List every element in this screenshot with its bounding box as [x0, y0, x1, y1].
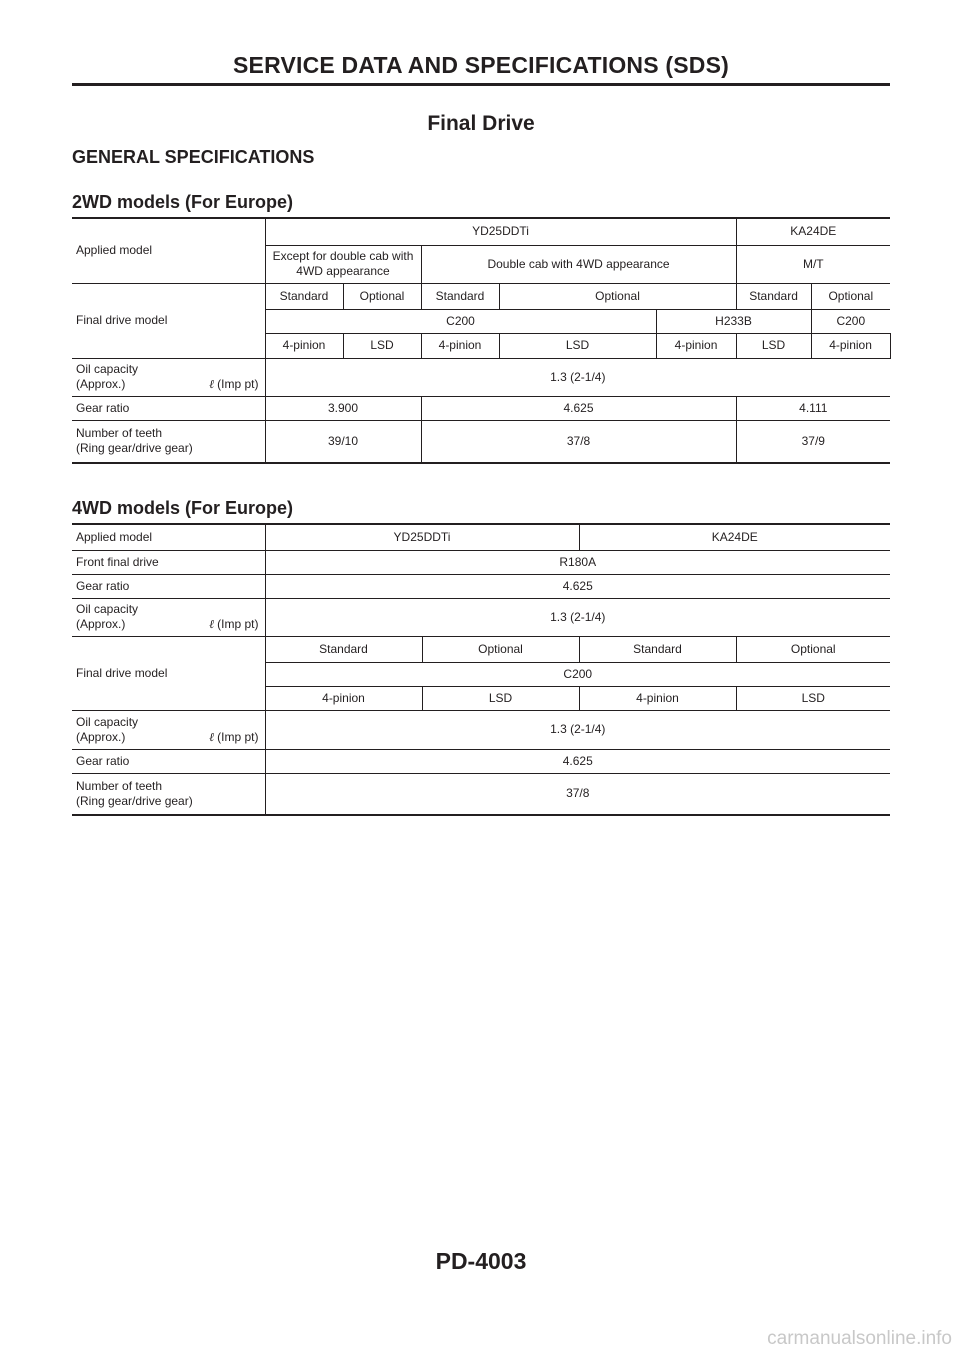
fourwd-spec-table [72, 523, 890, 816]
twowd-diff-cell: LSD [343, 333, 421, 358]
page-number: PD-4003 [435, 1248, 527, 1274]
oil-label-line2: (Approx.) [76, 617, 126, 631]
oil-label-line1: Oil capacity [76, 714, 139, 729]
fourwd-engine-yd: YD25DDTi [265, 524, 579, 550]
twowd-gear-ratio-cell: 4.625 [421, 396, 736, 420]
fourwd-diff-cell: 4-pinion [579, 686, 736, 710]
fourwd-engine-ka: KA24DE [579, 524, 890, 550]
twowd-trim-cell: Standard [736, 283, 811, 309]
fourwd-front-final-label: Front final drive [72, 550, 265, 574]
liter-symbol: ℓ [209, 729, 215, 744]
twowd-teeth-label [72, 420, 265, 463]
section-title: Final Drive [427, 112, 535, 135]
oil-label-line2: (Approx.) [76, 377, 126, 391]
twowd-final-drive-label: Final drive model [72, 283, 265, 358]
twowd-model-cell: H233B [656, 309, 811, 333]
fourwd-oil-capacity-value: 1.3 (2-1/4) [265, 598, 890, 636]
oil-label-line2: (Approx.) [76, 729, 126, 744]
oil-label-line1: Oil capacity [76, 362, 139, 376]
twowd-gear-ratio-label: Gear ratio [72, 396, 265, 420]
fourwd-oil-capacity-label [72, 598, 265, 636]
oil-unit: (Imp pt) [217, 377, 259, 391]
fourwd-gear-ratio-label: Gear ratio [72, 574, 265, 598]
twowd-diff-cell: LSD [736, 333, 811, 358]
teeth-label-line2: (Ring gear/drive gear) [76, 793, 193, 808]
twowd-trim-cell: Standard [265, 283, 343, 309]
twowd-oil-capacity-value: 1.3 (2-1/4) [265, 358, 890, 396]
twowd-engine-ka: KA24DE [736, 218, 890, 245]
twowd-model-cell: C200 [265, 309, 656, 333]
watermark: carmanualsonline.info [767, 1328, 952, 1349]
twowd-diff-cell: 4-pinion [811, 333, 890, 358]
twowd-trim-cell: Optional [343, 283, 421, 309]
twowd-teeth-cell: 39/10 [265, 420, 421, 463]
twowd-teeth-cell: 37/9 [736, 420, 890, 463]
twowd-heading: 2WD models (For Europe) [72, 192, 294, 212]
fourwd-heading: 4WD models (For Europe) [72, 498, 294, 518]
fourwd-rear-gear-ratio-value: 4.625 [265, 749, 890, 773]
twowd-trim-cell: Standard [421, 283, 499, 309]
twowd-variant-double: Double cab with 4WD appearance [421, 245, 736, 283]
twowd-teeth-cell: 37/8 [421, 420, 736, 463]
fourwd-diff-cell: LSD [736, 686, 890, 710]
fourwd-rear-oil-capacity-value: 1.3 (2-1/4) [265, 710, 890, 749]
oil-unit: (Imp pt) [217, 729, 259, 744]
fourwd-trim-cell: Optional [736, 636, 890, 662]
twowd-variant-mt: M/T [736, 245, 890, 283]
twowd-variant-except: Except for double cab with 4WD appearance [265, 245, 421, 283]
oil-label-line1: Oil capacity [76, 602, 139, 616]
twowd-diff-cell: 4-pinion [656, 333, 736, 358]
liter-symbol: ℓ [209, 377, 215, 391]
twowd-applied-model-label: Applied model [72, 218, 265, 283]
page-header-title: SERVICE DATA AND SPECIFICATIONS (SDS) [233, 52, 729, 78]
twowd-engine-yd: YD25DDTi [265, 218, 736, 245]
twowd-trim-cell: Optional [499, 283, 736, 309]
fourwd-rear-gear-ratio-label: Gear ratio [72, 749, 265, 773]
fourwd-model-cell: C200 [265, 662, 890, 686]
twowd-model-cell: C200 [811, 309, 890, 333]
teeth-label-line2: (Ring gear/drive gear) [76, 441, 193, 456]
twowd-diff-cell: 4-pinion [421, 333, 499, 358]
twowd-oil-capacity-label [72, 358, 265, 396]
teeth-label-line1: Number of teeth [76, 426, 163, 441]
liter-symbol: ℓ [209, 617, 215, 631]
fourwd-diff-cell: LSD [422, 686, 579, 710]
fourwd-gear-ratio-value: 4.625 [265, 574, 890, 598]
fourwd-front-final-value: R180A [265, 550, 890, 574]
fourwd-applied-model-label: Applied model [72, 524, 265, 550]
fourwd-teeth-value: 37/8 [265, 773, 890, 815]
fourwd-trim-cell: Optional [422, 636, 579, 662]
header-rule [72, 83, 890, 86]
twowd-trim-cell: Optional [811, 283, 890, 309]
twowd-diff-cell: 4-pinion [265, 333, 343, 358]
fourwd-final-drive-label: Final drive model [72, 636, 265, 710]
oil-unit: (Imp pt) [217, 617, 259, 631]
fourwd-trim-cell: Standard [265, 636, 422, 662]
twowd-gear-ratio-cell: 3.900 [265, 396, 421, 420]
twowd-diff-cell: LSD [499, 333, 656, 358]
section-subtitle: GENERAL SPECIFICATIONS [72, 147, 315, 167]
twowd-gear-ratio-cell: 4.111 [736, 396, 890, 420]
fourwd-rear-oil-capacity-label [72, 710, 265, 749]
fourwd-teeth-label [72, 773, 265, 815]
twowd-spec-table [72, 217, 890, 464]
fourwd-trim-cell: Standard [579, 636, 736, 662]
teeth-label-line1: Number of teeth [76, 778, 163, 793]
fourwd-diff-cell: 4-pinion [265, 686, 422, 710]
